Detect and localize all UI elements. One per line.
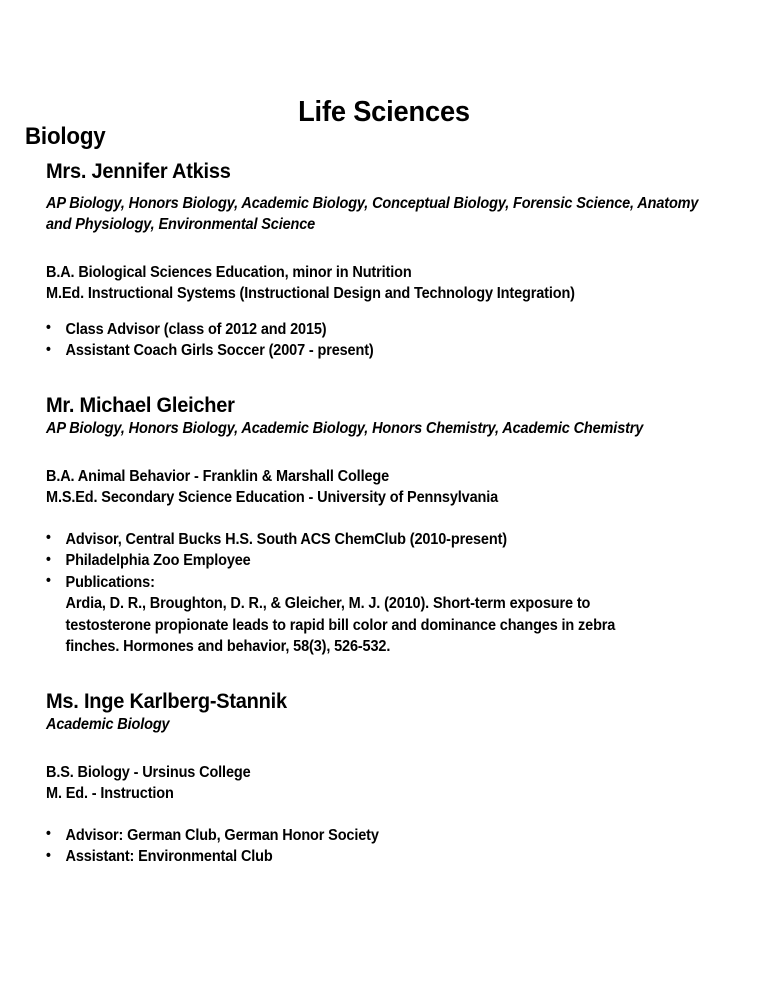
teacher-entry [46, 689, 718, 868]
list-item-publications [46, 572, 671, 658]
teacher-name: Mr. Michael Gleicher [46, 392, 235, 417]
list-item: • Class Advisor (class of 2012 and 2015) [46, 319, 671, 341]
spacer [46, 185, 718, 193]
teacher-activities-list [46, 825, 718, 868]
degree-line: M.Ed. Instructional Systems (Instructional Design and Technology Integration) [46, 285, 575, 303]
spacer [0, 658, 768, 689]
teacher-degrees [46, 262, 714, 305]
degree-line: M. Ed. - Instruction [46, 785, 174, 803]
list-item-label: Publications: [65, 573, 155, 591]
teacher-degrees [46, 762, 714, 805]
teacher-courses: AP Biology, Honors Biology, Academic Biology, Honors Chemistry, Academic Chemistry [46, 420, 644, 438]
list-item: • Advisor: German Club, German Honor Society [46, 825, 671, 847]
spacer [46, 736, 718, 762]
teacher-name: Ms. Inge Karlberg-Stannik [46, 688, 287, 713]
teacher-activities-list [46, 319, 718, 362]
page-title: Life Sciences [298, 96, 470, 129]
teacher-activities-list [46, 529, 718, 658]
spacer [46, 236, 718, 262]
teacher-entry [46, 159, 718, 361]
degree-line: B.A. Animal Behavior - Franklin & Marshall College [46, 467, 390, 485]
list-item: • Philadelphia Zoo Employee [46, 550, 671, 572]
teacher-entry [46, 393, 718, 658]
spacer [46, 440, 718, 466]
teacher-degrees [46, 466, 714, 509]
publication-citation: Ardia, D. R., Broughton, D. R., & Gleicher, M. J. (2010). Short-term exposure to testosterone propionate leads to rapid bill color and dominance changes in zebra finches. Hormones and behavior, 58(3), 526-532. [65, 595, 616, 656]
spacer [0, 362, 768, 393]
list-item: • Assistant: Environmental Club [46, 846, 671, 868]
department-heading-biology: Biology [25, 123, 106, 150]
teacher-courses: Academic Biology [46, 716, 170, 734]
document-content [0, 124, 768, 868]
spacer [46, 305, 718, 319]
degree-line: M.S.Ed. Secondary Science Education - University of Pennsylvania [46, 489, 499, 507]
teacher-name: Mrs. Jennifer Atkiss [46, 159, 231, 184]
list-item: • Advisor, Central Bucks H.S. South ACS ChemClub (2010-present) [46, 529, 671, 551]
list-item: • Assistant Coach Girls Soccer (2007 - present) [46, 340, 671, 362]
spacer [46, 805, 718, 825]
degree-line: B.A. Biological Sciences Education, minor in Nutrition [46, 263, 412, 281]
spacer [46, 509, 718, 529]
degree-line: B.S. Biology - Ursinus College [46, 763, 251, 781]
teacher-courses: AP Biology, Honors Biology, Academic Biology, Conceptual Biology, Forensic Science, Anatomy and Physiology, Environmental Science [46, 194, 699, 234]
